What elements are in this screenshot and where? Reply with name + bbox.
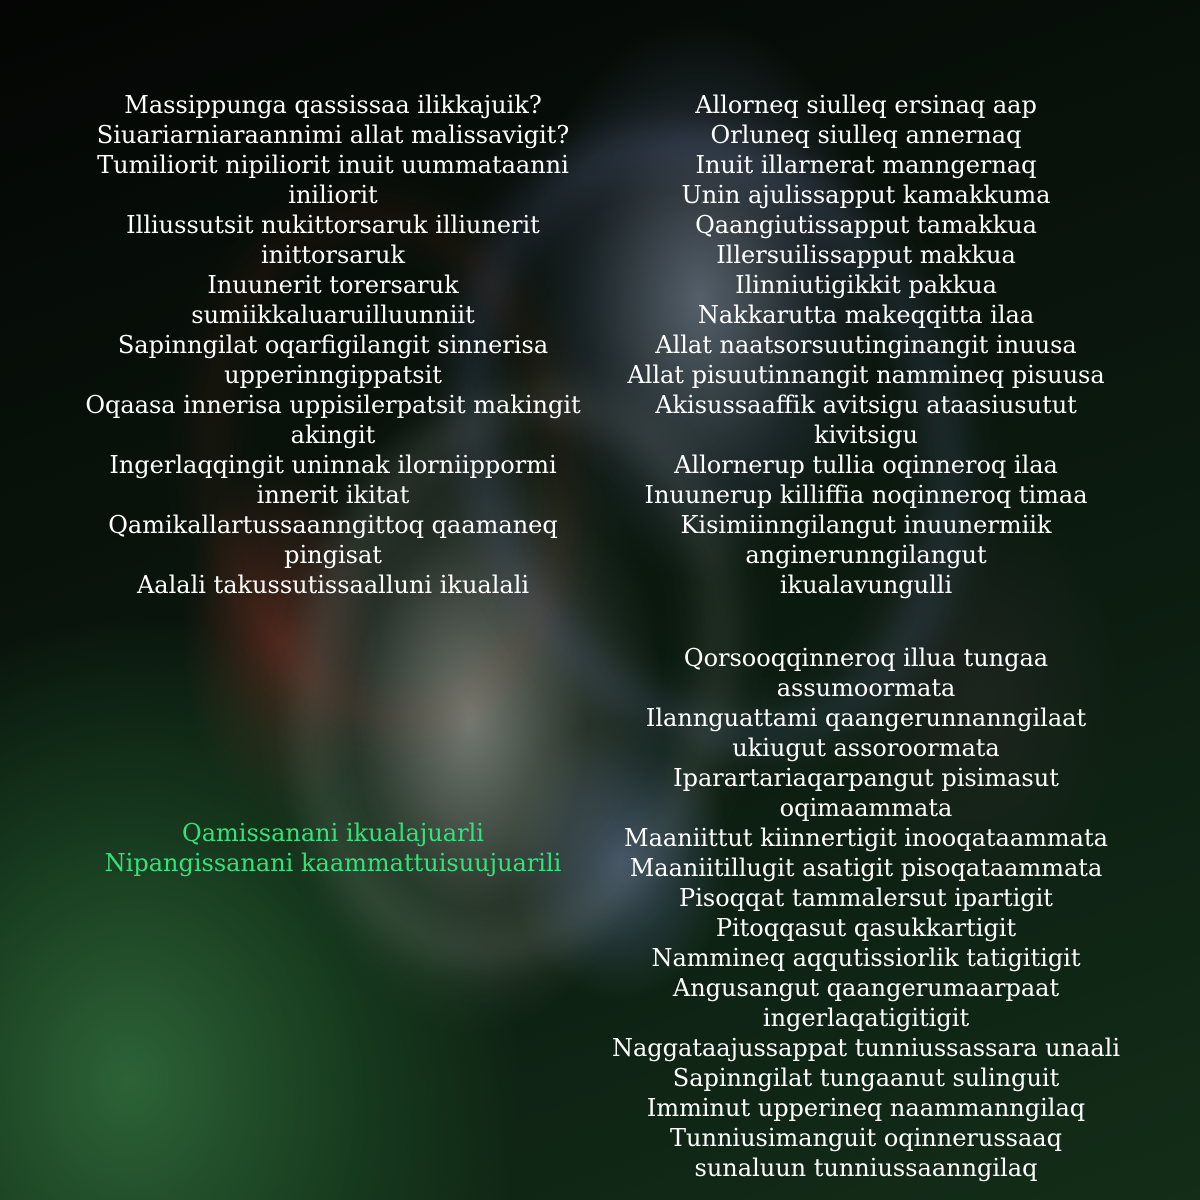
verse-line: Naggataajussappat tunniussassara unaali	[611, 1034, 1121, 1062]
verse-line: Inuit illarnerat manngernaq	[695, 151, 1037, 179]
verse-line: Angusangut qaangerumaarpaat	[672, 974, 1060, 1002]
left-verse-block	[70, 90, 596, 600]
verse-line: Tumiliorit nipiliorit inuit uummataanni	[97, 151, 569, 179]
right-verse-block-bottom	[604, 643, 1128, 1183]
verse-line: sumiikkaluaruilluunniit	[191, 301, 475, 329]
verse-line: Orluneq siulleq annernaq	[710, 121, 1022, 149]
verse-line: Oqaasa innerisa uppisilerpatsit makingit	[85, 391, 581, 419]
verse-line: Illiussutsit nukittorsaruk illiunerit	[126, 211, 540, 239]
verse-line: Akisussaaffik avitsigu ataasiusutut	[655, 391, 1077, 419]
verse-line: Pisoqqat tammalersut ipartigit	[679, 884, 1053, 912]
verse-line: Inuunerup killiffia noqinneroq timaa	[644, 481, 1088, 509]
verse-line: sunaluun tunniussaanngilaq	[694, 1154, 1038, 1182]
verse-line: Siuariarniaraannimi allat malissavigit?	[96, 121, 570, 149]
right-verse-block-top	[604, 90, 1128, 600]
verse-line: Nammineq aqqutissiorlik tatigitigit	[651, 944, 1081, 972]
highlight-line: Nipangissanani kaammattuisuujuarili	[104, 849, 562, 877]
verse-line: upperinngippatsit	[224, 361, 442, 389]
verse-line: Allat naatsorsuutinginangit inuusa	[655, 331, 1077, 359]
verse-line: Ingerlaqqingit uninnak ilorniippormi	[109, 451, 557, 479]
verse-line: Ilannguattami qaangerunnanngilaat	[645, 704, 1087, 732]
verse-line: ingerlaqatigitigit	[762, 1004, 970, 1032]
verse-line: Ilinniutigikkit pakkua	[735, 271, 997, 299]
verse-line: oqimaammata	[779, 794, 953, 822]
verse-line: Maaniittut kiinnertigit inooqataammata	[624, 824, 1108, 852]
verse-line: Maaniitillugit asatigit pisoqataammata	[629, 854, 1103, 882]
verse-line: kivitsigu	[814, 421, 918, 449]
verse-line: inittorsaruk	[260, 241, 406, 269]
verse-line: Allat pisuutinnangit nammineq pisuusa	[627, 361, 1105, 389]
verse-line: Pitoqqasut qasukkartigit	[715, 914, 1017, 942]
verse-line: Illersuilissapput makkua	[716, 241, 1016, 269]
verse-line: Inuunerit torersaruk	[207, 271, 459, 299]
green-highlight-verse	[70, 818, 596, 878]
verse-line: Qamikallartussaanngittoq qaamaneq	[108, 511, 558, 539]
verse-line: iniliorit	[288, 181, 378, 209]
verse-line: Iparartariaqarpangut pisimasut	[673, 764, 1059, 792]
verse-line: anginerunngilangut	[745, 541, 987, 569]
verse-line: innerit ikitat	[256, 481, 410, 509]
verse-line: Kisimiinngilangut inuunermiik	[680, 511, 1052, 539]
verse-line: akingit	[290, 421, 376, 449]
verse-line: Allornerup tullia oqinneroq ilaa	[674, 451, 1058, 479]
verse-line: Unin ajulissapput kamakkuma	[681, 181, 1051, 209]
verse-line: Aalali takussutissaalluni ikualali	[136, 571, 530, 599]
verse-line: Nakkarutta makeqqitta ilaa	[697, 301, 1035, 329]
verse-line: Sapinngilat oqarfigilangit sinnerisa	[117, 331, 549, 359]
verse-line: ikualavungulli	[779, 571, 953, 599]
verse-line: Allorneq siulleq ersinaq aap	[695, 91, 1037, 119]
verse-line: Massippunga qassissaa ilikkajuik?	[124, 91, 542, 119]
verse-line: assumoormata	[776, 674, 956, 702]
verse-line: Qorsooqqinneroq illua tungaa	[683, 644, 1049, 672]
highlight-line: Qamissanani ikualajuarli	[182, 819, 484, 847]
verse-line: Tunniusimanguit oqinnerussaaq	[670, 1124, 1062, 1152]
verse-line: Qaangiutissapput tamakkua	[695, 211, 1037, 239]
verse-line: ukiugut assoroormata	[732, 734, 1000, 762]
verse-line: Imminut upperineq naammanngilaq	[646, 1094, 1086, 1122]
verse-line: Sapinngilat tungaanut sulinguit	[672, 1064, 1060, 1092]
verse-line: pingisat	[284, 541, 382, 569]
